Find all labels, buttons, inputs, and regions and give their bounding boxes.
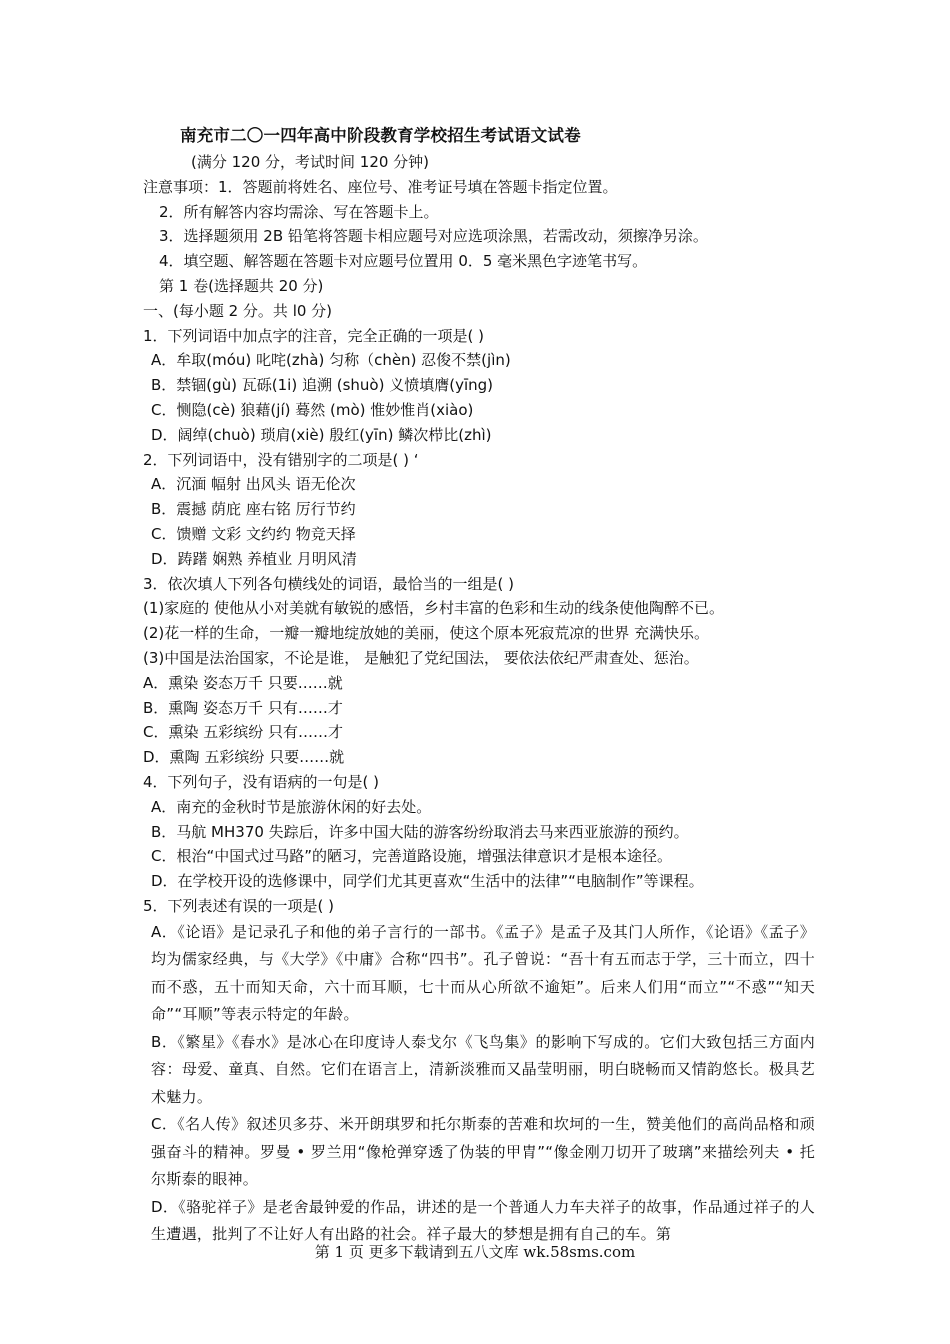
q1-option-c: C．恻隐(cè) 狼藉(jí) 蓦然 (mò) 惟妙惟肖(xiào) (151, 400, 474, 419)
q3-option-b: B．熏陶 姿态万千 只有……才 (143, 698, 343, 717)
q3-sentence-2: (2)花一样的生命，一瓣一瓣地绽放她的美丽，使这个原本死寂荒凉的世界 充满快乐。 (143, 624, 710, 643)
volume-heading: 第 1 卷(选择题共 20 分) (159, 276, 324, 295)
q5-option-d: D．《骆驼祥子》是老舍最钟爱的作品，讲述的是一个普通人力车夫祥子的故事，作品通过祥子的人生遭遇，批判了不让好人有出路的社会。祥子最大的梦想是拥有自己的车。第 (151, 1197, 815, 1244)
q3-sentence-3: (3)中国是法治国家，不论是谁， 是触犯了党纪国法， 要依法依纪严肃查处、惩治。 (143, 648, 699, 667)
q1-option-d: D．阔绰(chuò) 琐肩(xiè) 殷红(yīn) 鳞次栉比(zhì) (151, 425, 492, 444)
q5-stem: 5．下列表述有误的一项是( ) (143, 896, 335, 915)
q4-stem: 4．下列句子，没有语病的一句是( ) (143, 772, 380, 791)
q5-option-c: C．《名人传》叙述贝多芬、米开朗琪罗和托尔斯泰的苦难和坎坷的一生，赞美他们的高尚品格和顽强奋斗的精神。罗曼 • 罗兰用“像枪弹穿透了伪装的甲胄”“像金刚刀切开了玻璃”来描绘列夫 • 托尔斯泰的眼神。 (151, 1115, 815, 1189)
notes-item: 4．填空题、解答题在答题卡对应题号位置用 0．5 毫米黑色字迹笔书写。 (159, 252, 648, 271)
q4-option-a: A．南充的金秋时节是旅游休闲的好去处。 (151, 797, 432, 816)
notes-first: 注意事项：1．答题前将姓名、座位号、准考证号填在答题卡指定位置。 (143, 177, 618, 196)
q2-option-b: B．震撼 荫庇 座右铭 厉行节约 (151, 500, 356, 519)
q4-option-c: C．根治“中国式过马路”的陋习，完善道路设施，增强法律意识才是根本途径。 (151, 847, 673, 866)
q3-option-d: D．熏陶 五彩缤纷 只要……就 (143, 748, 345, 767)
q3-option-c: C．熏染 五彩缤纷 只有……才 (143, 723, 344, 742)
exam-content (143, 122, 815, 1249)
q4-option-b: B．马航 MH370 失踪后，许多中国大陆的游客纷纷取消去马来西亚旅游的预约。 (151, 822, 689, 841)
page-footer: 第 1 页 更多下载请到五八文库 wk.58sms.com (314, 1243, 636, 1261)
q2-stem: 2．下列词语中，没有错别字的二项是( ) ‘ (143, 450, 419, 469)
q4-option-d: D．在学校开设的选修课中，同学们尤其更喜欢“生活中的法律”“电脑制作”等课程。 (151, 872, 704, 891)
q3-stem: 3．依次填人下列各句横线处的词语，最恰当的一组是( ) (143, 574, 515, 593)
q5-option-b: B．《繁星》《春水》是冰心在印度诗人泰戈尔《飞鸟集》的影响下写成的。它们大致包括三方面内容：母爱、童真、自然。它们在语言上，清新淡雅而又晶莹明丽，明白晓畅而又情韵悠长。极具艺术魅力。 (151, 1032, 815, 1106)
q3-option-a: A．熏染 姿态万千 只要……就 (143, 673, 343, 692)
q1-stem: 1．下列词语中加点字的注音，完全正确的一项是( ) (143, 326, 485, 345)
q1-option-b: B．禁锢(gù) 瓦砾(1i) 追溯 (shuò) 义愤填膺(yīng) (151, 376, 493, 395)
exam-subtitle: (满分 120 分，考试时间 120 分钟) (191, 153, 430, 171)
q2-option-c: C．馈赠 文彩 文约约 物竞天择 (151, 524, 356, 543)
q5-option-a: A．《论语》是记录孔子和他的弟子言行的一部书。《孟子》是孟子及其门人所作，《论语》《孟子》均为儒家经典，与《大学》《中庸》合称“四书”。孔子曾说：“吾十有五而志于学，三十而立，四十而不惑，五十而知天命，六十而耳顺，七十而从心所欲不逾矩”。后来人们用“而立”“不惑”“知天命”“耳顺”等表示特定的年龄。 (151, 922, 815, 1024)
q3-sentence-1: (1)家庭的 使他从小对美就有敏锐的感悟，乡村丰富的色彩和生动的线条使他陶醉不已。 (143, 599, 725, 618)
q2-option-a: A．沉湎 幅射 出风头 语无伦次 (151, 475, 356, 494)
exam-title: 南充市二〇一四年高中阶段教育学校招生考试语文试卷 (180, 126, 581, 145)
q1-option-a: A．牟取(móu) 叱咤(zhà) 匀称（chèn) 忍俊不禁(jìn) (151, 351, 511, 370)
notes-item: 2．所有解答内容均需涂、写在答题卡上。 (159, 202, 439, 221)
q2-option-d: D．踌躇 娴熟 养植业 月明风清 (151, 549, 357, 568)
part-heading: 一、(每小题 2 分。共 l0 分) (143, 301, 333, 320)
notes-item: 3．选择题须用 2B 铅笔将答题卡相应题号对应选项涂黑，若需改动，须擦净另涂。 (159, 227, 708, 246)
